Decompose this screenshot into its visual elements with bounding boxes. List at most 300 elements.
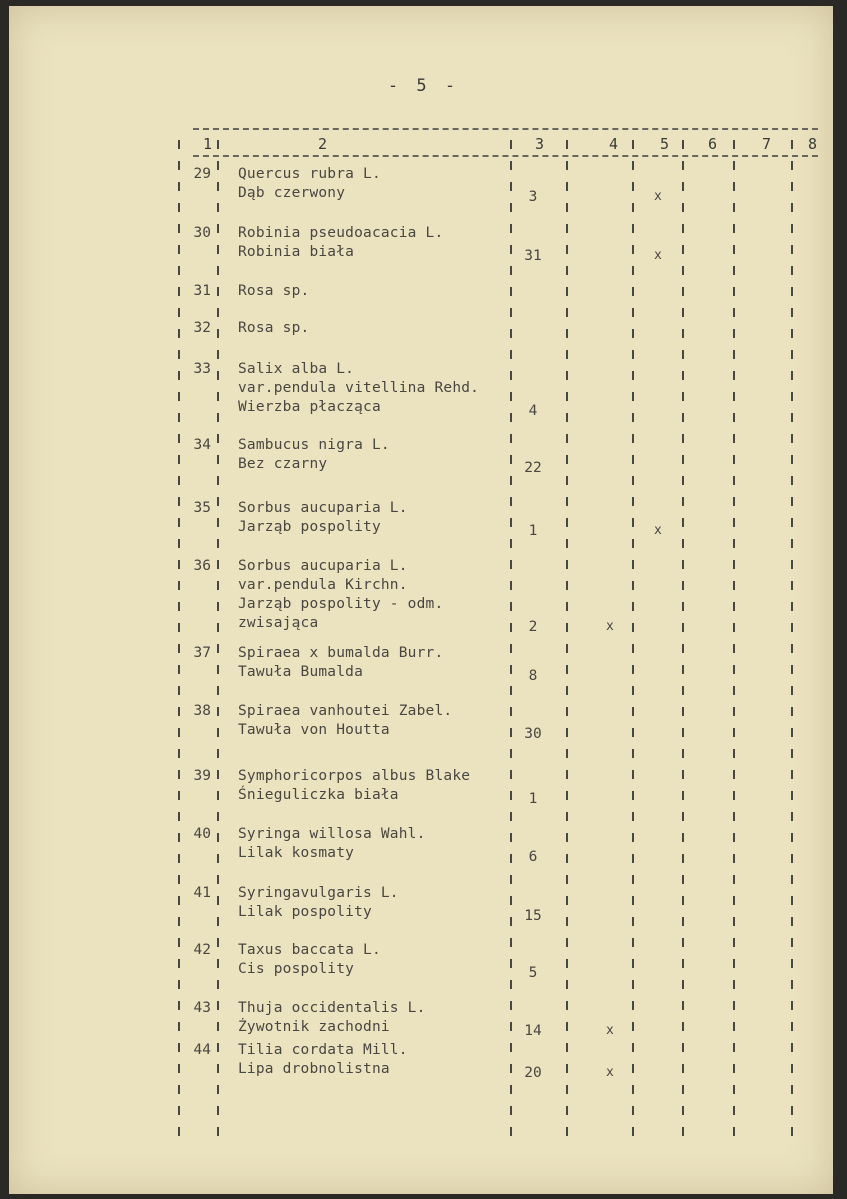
column-separator-tick: [791, 287, 793, 296]
column-separator-tick: [217, 560, 219, 569]
column-separator-tick: [791, 644, 793, 653]
column-separator-tick: [632, 1085, 634, 1094]
column-separator-tick: [178, 749, 180, 758]
column-separator-tick: [217, 749, 219, 758]
column-separator-tick: [510, 518, 512, 527]
column-separator-tick: [791, 602, 793, 611]
column-separator-tick: [178, 182, 180, 191]
column-separator-tick: [682, 182, 684, 191]
column-separator-tick: [178, 203, 180, 212]
column-separator-tick: [217, 224, 219, 233]
species-name-line: Żywotnik zachodni: [238, 1019, 390, 1035]
column-separator-tick: [632, 770, 634, 779]
column-separator-tick: [178, 245, 180, 254]
column-separator-tick: [791, 854, 793, 863]
column-separator-tick: [682, 140, 684, 149]
column-separator-tick: [217, 707, 219, 716]
column-separator-tick: [217, 1127, 219, 1136]
column-separator-tick: [566, 161, 568, 170]
column-separator-tick: [178, 539, 180, 548]
column-separator-tick: [217, 203, 219, 212]
column-separator-tick: [178, 686, 180, 695]
column-separator-tick: [733, 707, 735, 716]
tree-count: 3: [528, 189, 538, 205]
column-separator-tick: [632, 581, 634, 590]
column-separator-tick: [682, 560, 684, 569]
column-separator-tick: [566, 455, 568, 464]
column-separator-tick: [682, 917, 684, 926]
column-separator-tick: [510, 287, 512, 296]
column-separator-tick: [682, 308, 684, 317]
column-separator-tick: [791, 749, 793, 758]
column-separator-tick: [733, 266, 735, 275]
column-separator-tick: [682, 1001, 684, 1010]
column-separator-tick: [632, 686, 634, 695]
column-separator-tick: [682, 896, 684, 905]
column-separator-tick: [510, 959, 512, 968]
column-separator-tick: [733, 644, 735, 653]
column-separator-tick: [733, 182, 735, 191]
column-separator-tick: [682, 371, 684, 380]
column-separator-tick: [733, 560, 735, 569]
column-separator-tick: [510, 539, 512, 548]
column-separator-tick: [178, 1106, 180, 1115]
column-separator-tick: [510, 749, 512, 758]
column-separator-tick: [682, 581, 684, 590]
column-separator-tick: [566, 1085, 568, 1094]
column-separator-tick: [682, 497, 684, 506]
species-name-line: Symphoricorpos albus Blake: [238, 768, 471, 784]
column-separator-tick: [791, 1127, 793, 1136]
column-separator-tick: [733, 308, 735, 317]
column-separator-tick: [682, 875, 684, 884]
row-number: 36: [193, 558, 211, 574]
column-separator-tick: [632, 413, 634, 422]
species-name-line: Lilak pospolity: [238, 904, 372, 920]
column-separator-tick: [178, 602, 180, 611]
column-separator-tick: [217, 602, 219, 611]
column-separator-tick: [217, 1043, 219, 1052]
column-header: 2: [318, 135, 328, 153]
column-separator-tick: [566, 812, 568, 821]
column-separator-tick: [217, 1001, 219, 1010]
column-separator-tick: [791, 413, 793, 422]
species-name-line: Śnieguliczka biała: [238, 787, 399, 803]
tree-count: 15: [524, 908, 542, 924]
column-separator-tick: [178, 665, 180, 674]
column-separator-tick: [217, 854, 219, 863]
column-separator-tick: [733, 371, 735, 380]
row-number: 37: [193, 645, 211, 661]
row-number: 35: [193, 500, 211, 516]
column-separator-tick: [217, 329, 219, 338]
column-separator-tick: [733, 350, 735, 359]
column-separator-tick: [791, 1001, 793, 1010]
column-separator-tick: [682, 161, 684, 170]
row-number: 42: [193, 942, 211, 958]
column-separator-tick: [632, 539, 634, 548]
column-separator-tick: [510, 644, 512, 653]
column-separator-tick: [733, 161, 735, 170]
column-separator-tick: [733, 791, 735, 800]
column-separator-tick: [632, 266, 634, 275]
column-separator-tick: [632, 329, 634, 338]
species-name-line: zwisająca: [238, 615, 319, 631]
column-separator-tick: [791, 812, 793, 821]
column-separator-tick: [733, 623, 735, 632]
column-separator-tick: [632, 140, 634, 149]
column-separator-tick: [566, 959, 568, 968]
column-separator-tick: [178, 1127, 180, 1136]
column-separator-tick: [791, 497, 793, 506]
column-separator-tick: [217, 413, 219, 422]
column-separator-tick: [632, 707, 634, 716]
column-separator-tick: [791, 224, 793, 233]
column-separator-tick: [217, 1106, 219, 1115]
column-separator-tick: [791, 1106, 793, 1115]
column-separator-tick: [217, 350, 219, 359]
column-separator-tick: [566, 476, 568, 485]
column-separator-tick: [682, 455, 684, 464]
tree-count: 22: [524, 460, 542, 476]
column-separator-tick: [510, 350, 512, 359]
species-name-line: Tawuła von Houtta: [238, 722, 390, 738]
row-number: 34: [193, 437, 211, 453]
column-separator-tick: [791, 140, 793, 149]
species-name-line: Quercus rubra L.: [238, 166, 381, 182]
column-separator-tick: [632, 875, 634, 884]
column-separator-tick: [632, 161, 634, 170]
column-separator-tick: [733, 140, 735, 149]
column-separator-tick: [217, 497, 219, 506]
column-separator-tick: [682, 728, 684, 737]
species-name-line: Wierzba płacząca: [238, 399, 381, 415]
column-separator-tick: [632, 623, 634, 632]
column-separator-tick: [733, 413, 735, 422]
column-separator-tick: [791, 371, 793, 380]
column-separator-tick: [510, 1064, 512, 1073]
column-separator-tick: [510, 791, 512, 800]
row-number: 29: [193, 166, 211, 182]
column-separator-tick: [178, 350, 180, 359]
tree-count: 30: [524, 726, 542, 742]
column-separator-tick: [566, 245, 568, 254]
column-separator-tick: [510, 1022, 512, 1031]
column-separator-tick: [217, 245, 219, 254]
column-separator-tick: [791, 245, 793, 254]
column-separator-tick: [566, 1064, 568, 1073]
row-number: 43: [193, 1000, 211, 1016]
column-separator-tick: [510, 329, 512, 338]
species-name-line: Robinia biała: [238, 244, 355, 260]
column-separator-tick: [791, 917, 793, 926]
column-separator-tick: [733, 1001, 735, 1010]
column-separator-tick: [791, 875, 793, 884]
column-separator-tick: [566, 560, 568, 569]
column-separator-tick: [733, 728, 735, 737]
column-separator-tick: [178, 728, 180, 737]
species-name-line: Bez czarny: [238, 456, 328, 472]
column-separator-tick: [632, 812, 634, 821]
column-separator-tick: [510, 1043, 512, 1052]
column-separator-tick: [566, 329, 568, 338]
column-separator-tick: [217, 623, 219, 632]
column-separator-tick: [733, 602, 735, 611]
column-separator-tick: [510, 476, 512, 485]
species-name-line: Jarząb pospolity - odm.: [238, 596, 444, 612]
page-number: - 5 -: [387, 76, 460, 96]
column-separator-tick: [632, 560, 634, 569]
column-separator-tick: [733, 497, 735, 506]
column-separator-tick: [791, 266, 793, 275]
species-name-line: Taxus baccata L.: [238, 942, 381, 958]
species-name-line: Syringa willosa Wahl.: [238, 826, 426, 842]
column-separator-tick: [632, 371, 634, 380]
column-separator-tick: [791, 728, 793, 737]
column-separator-tick: [733, 833, 735, 842]
column-separator-tick: [632, 1106, 634, 1115]
row-number: 39: [193, 768, 211, 784]
column-separator-tick: [632, 959, 634, 968]
column-header: 5: [660, 135, 670, 153]
column-separator-tick: [217, 308, 219, 317]
column-separator-tick: [217, 455, 219, 464]
column-separator-tick: [217, 1085, 219, 1094]
column-separator-tick: [178, 854, 180, 863]
column-separator-tick: [510, 266, 512, 275]
column-separator-tick: [632, 749, 634, 758]
column-separator-tick: [510, 182, 512, 191]
column-separator-tick: [178, 980, 180, 989]
column-separator-tick: [791, 1085, 793, 1094]
column-separator-tick: [733, 1022, 735, 1031]
tree-count: 14: [524, 1023, 542, 1039]
column-separator-tick: [510, 203, 512, 212]
column-separator-tick: [566, 413, 568, 422]
column-separator-tick: [682, 1043, 684, 1052]
column-separator-tick: [733, 959, 735, 968]
column-separator-tick: [217, 161, 219, 170]
column-separator-tick: [791, 203, 793, 212]
column-separator-tick: [178, 266, 180, 275]
column-separator-tick: [510, 308, 512, 317]
column-separator-tick: [217, 182, 219, 191]
column-separator-tick: [217, 770, 219, 779]
column-separator-tick: [791, 392, 793, 401]
column-separator-tick: [733, 938, 735, 947]
column-separator-tick: [733, 203, 735, 212]
column-separator-tick: [566, 833, 568, 842]
row-number: 40: [193, 826, 211, 842]
column-separator-tick: [632, 665, 634, 674]
column-separator-tick: [791, 623, 793, 632]
column-separator-tick: [682, 266, 684, 275]
species-name-line: Sambucus nigra L.: [238, 437, 390, 453]
column-separator-tick: [566, 287, 568, 296]
row-number: 31: [193, 283, 211, 299]
column-separator-tick: [510, 707, 512, 716]
column-separator-tick: [682, 1064, 684, 1073]
column-separator-tick: [510, 896, 512, 905]
column-separator-tick: [791, 308, 793, 317]
column-separator-tick: [510, 560, 512, 569]
row-number: 30: [193, 225, 211, 241]
column-separator-tick: [791, 539, 793, 548]
column-separator-tick: [791, 791, 793, 800]
tree-count: 1: [528, 791, 538, 807]
species-name-line: Rosa sp.: [238, 283, 310, 299]
column-separator-tick: [682, 287, 684, 296]
species-name-line: Sorbus aucuparia L.: [238, 558, 408, 574]
column-separator-tick: [566, 518, 568, 527]
column-separator-tick: [733, 245, 735, 254]
column-separator-tick: [632, 350, 634, 359]
column-separator-tick: [682, 623, 684, 632]
species-name-line: Sorbus aucuparia L.: [238, 500, 408, 516]
column-separator-tick: [682, 644, 684, 653]
tree-count: 4: [528, 403, 538, 419]
column-separator-tick: [217, 665, 219, 674]
column-separator-tick: [510, 413, 512, 422]
column-separator-tick: [566, 602, 568, 611]
column-separator-tick: [510, 371, 512, 380]
column-separator-tick: [682, 1022, 684, 1031]
column-separator-tick: [791, 434, 793, 443]
column-separator-tick: [566, 665, 568, 674]
column-separator-tick: [682, 1127, 684, 1136]
column-separator-tick: [566, 350, 568, 359]
column-separator-tick: [217, 392, 219, 401]
column-separator-tick: [566, 1022, 568, 1031]
column-separator-tick: [510, 1127, 512, 1136]
column-separator-tick: [566, 686, 568, 695]
column-separator-tick: [733, 854, 735, 863]
column-separator-tick: [217, 812, 219, 821]
column-separator-tick: [733, 287, 735, 296]
column-separator-tick: [566, 770, 568, 779]
column-separator-tick: [510, 980, 512, 989]
column-separator-tick: [682, 1106, 684, 1115]
column-separator-tick: [510, 602, 512, 611]
column-separator-tick: [566, 917, 568, 926]
column-separator-tick: [791, 959, 793, 968]
column-separator-tick: [682, 1085, 684, 1094]
column-separator-tick: [791, 770, 793, 779]
header-rule-bottom: [193, 155, 818, 157]
column-separator-tick: [682, 539, 684, 548]
column-separator-tick: [217, 833, 219, 842]
column-separator-tick: [733, 917, 735, 926]
tree-count: 8: [528, 668, 538, 684]
column-separator-tick: [510, 140, 512, 149]
column-separator-tick: [510, 161, 512, 170]
column-separator-tick: [733, 1064, 735, 1073]
column-separator-tick: [217, 686, 219, 695]
column-separator-tick: [510, 686, 512, 695]
column-separator-tick: [566, 644, 568, 653]
column-separator-tick: [178, 581, 180, 590]
column-separator-tick: [217, 434, 219, 443]
column-separator-tick: [791, 938, 793, 947]
column-separator-tick: [682, 350, 684, 359]
column-separator-tick: [791, 455, 793, 464]
column-separator-tick: [791, 1064, 793, 1073]
column-separator-tick: [682, 791, 684, 800]
column-separator-tick: [217, 581, 219, 590]
column-separator-tick: [682, 707, 684, 716]
column-separator-tick: [632, 476, 634, 485]
column-separator-tick: [733, 1106, 735, 1115]
column-separator-tick: [632, 1127, 634, 1136]
column-separator-tick: [510, 917, 512, 926]
column-separator-tick: [632, 497, 634, 506]
column-separator-tick: [632, 1001, 634, 1010]
column-separator-tick: [217, 1022, 219, 1031]
column-separator-tick: [566, 938, 568, 947]
column-header: 3: [535, 135, 545, 153]
column-separator-tick: [178, 1085, 180, 1094]
column-separator-tick: [510, 833, 512, 842]
tree-count: 31: [524, 248, 542, 264]
column-separator-tick: [178, 875, 180, 884]
column-4-mark: x: [606, 1065, 614, 1080]
column-separator-tick: [733, 770, 735, 779]
column-separator-tick: [791, 161, 793, 170]
column-separator-tick: [682, 224, 684, 233]
species-name-line: Spiraea vanhoutei Zabel.: [238, 703, 453, 719]
column-separator-tick: [178, 518, 180, 527]
column-separator-tick: [566, 791, 568, 800]
column-separator-tick: [791, 665, 793, 674]
tree-count: 6: [528, 849, 538, 865]
column-separator-tick: [632, 308, 634, 317]
column-separator-tick: [510, 1001, 512, 1010]
column-separator-tick: [510, 938, 512, 947]
column-separator-tick: [217, 644, 219, 653]
column-separator-tick: [632, 833, 634, 842]
column-separator-tick: [566, 539, 568, 548]
column-separator-tick: [791, 560, 793, 569]
column-separator-tick: [178, 308, 180, 317]
column-separator-tick: [510, 224, 512, 233]
column-separator-tick: [791, 980, 793, 989]
tree-count: 20: [524, 1065, 542, 1081]
column-separator-tick: [217, 140, 219, 149]
column-separator-tick: [682, 434, 684, 443]
column-separator-tick: [733, 749, 735, 758]
column-separator-tick: [682, 476, 684, 485]
column-separator-tick: [178, 455, 180, 464]
column-separator-tick: [178, 392, 180, 401]
column-separator-tick: [178, 1064, 180, 1073]
species-name-line: Spiraea x bumalda Burr.: [238, 645, 444, 661]
column-separator-tick: [217, 476, 219, 485]
column-separator-tick: [682, 749, 684, 758]
column-separator-tick: [682, 854, 684, 863]
row-number: 32: [193, 320, 211, 336]
column-separator-tick: [733, 665, 735, 674]
species-name-line: var.pendula Kirchn.: [238, 577, 408, 593]
column-separator-tick: [566, 707, 568, 716]
column-separator-tick: [682, 980, 684, 989]
column-separator-tick: [510, 728, 512, 737]
column-separator-tick: [178, 1022, 180, 1031]
column-separator-tick: [178, 812, 180, 821]
species-name-line: var.pendula vitellina Rehd.: [238, 380, 480, 396]
column-separator-tick: [510, 455, 512, 464]
column-separator-tick: [632, 791, 634, 800]
species-name-line: Tilia cordata Mill.: [238, 1042, 408, 1058]
